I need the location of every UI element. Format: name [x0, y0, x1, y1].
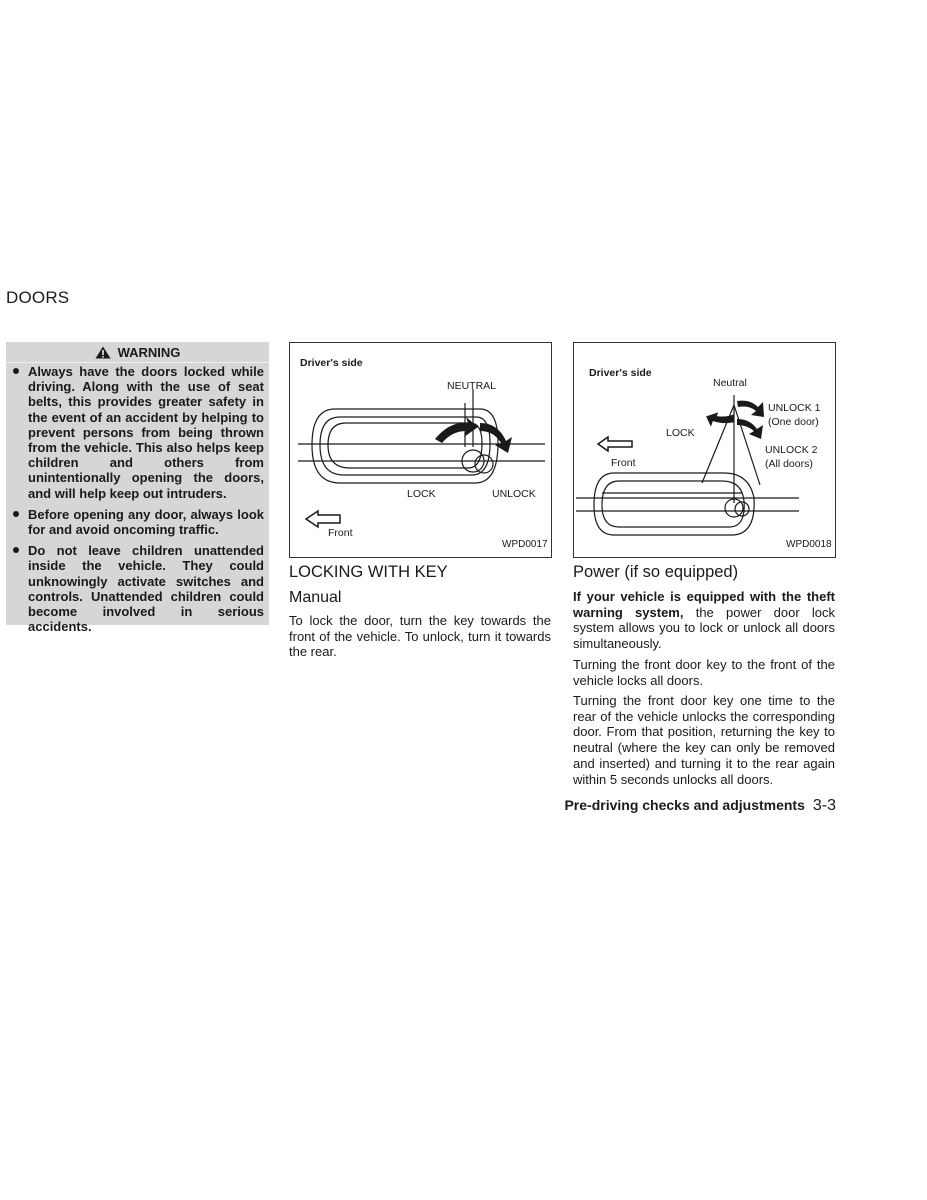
- warning-box: [6, 342, 269, 635]
- warning-header: [6, 342, 269, 363]
- power-paragraph-2: Turning the front door key to the front of the vehicle locks all doors.: [573, 657, 835, 688]
- figure2-unlock1-label: UNLOCK 1: [768, 402, 821, 414]
- section-title: DOORS: [6, 288, 70, 307]
- figure1-unlock-label: UNLOCK: [492, 488, 536, 500]
- manual-subheading: Manual: [289, 589, 342, 606]
- warning-item: Always have the doors locked while driving. Along with the use of seat belts, this provides greater safety in the event of an accident by helping to prevent persons from being thrown from the vehicle. This also helps keep children and others from unintentionally opening the doors, and will help keep out intruders.: [12, 364, 264, 501]
- power-heading: Power (if so equipped): [573, 563, 739, 581]
- warning-triangle-icon: [95, 346, 111, 359]
- power-paragraph-3: Turning the front door key one time to the rear of the vehicle unlocks the corresponding door. From that position, returning the key to neutral (where the key can only be removed and inserted) and turning it to the rear again within 5 seconds unlocks all doors.: [573, 693, 835, 787]
- power-intro-paragraph: [573, 589, 835, 652]
- figure1-front-label: Front: [328, 527, 353, 539]
- figure1-code: WPD0017: [502, 539, 548, 550]
- door-handle-illustration: [290, 343, 551, 557]
- figure2-front-label: Front: [611, 457, 636, 469]
- figure2-unlock2-sub-label: (All doors): [765, 458, 813, 470]
- warning-item: Before opening any door, always look for and avoid oncoming traffic.: [12, 507, 264, 537]
- figure2-neutral-label: Neutral: [713, 377, 747, 389]
- locking-heading: LOCKING WITH KEY: [289, 563, 448, 581]
- figure2-side-label: Driver's side: [589, 367, 652, 379]
- figure2-code: WPD0018: [786, 539, 832, 550]
- warning-list: [12, 364, 264, 640]
- page-footer: [562, 797, 836, 815]
- figure-power-lock: [573, 342, 836, 558]
- footer-chapter-title: Pre-driving checks and adjustments: [564, 797, 805, 813]
- footer-page-number: 3-3: [812, 797, 836, 814]
- warning-item: Do not leave children unattended inside the vehicle. They could unknowingly activate switches and controls. Unattended children could become involved in serious accidents.: [12, 543, 264, 634]
- figure2-lock-label: LOCK: [666, 427, 695, 439]
- power-intro-bold: If your vehicle is equipped with the theft warning system,: [573, 589, 835, 620]
- figure2-unlock2-label: UNLOCK 2: [765, 444, 818, 456]
- figure1-neutral-label: NEUTRAL: [447, 380, 497, 392]
- warning-title: WARNING: [117, 344, 181, 360]
- figure2-unlock1-sub-label: (One door): [768, 416, 819, 428]
- manual-paragraph: To lock the door, turn the key towards the front of the vehicle. To unlock, turn it towards the rear.: [289, 613, 551, 660]
- figure1-lock-label: LOCK: [407, 488, 436, 500]
- power-intro-rest: the power door lock system allows you to lock or unlock all doors simultaneously.: [573, 604, 835, 652]
- figure-manual-lock: [289, 342, 552, 558]
- figure1-side-label: Driver's side: [300, 357, 363, 369]
